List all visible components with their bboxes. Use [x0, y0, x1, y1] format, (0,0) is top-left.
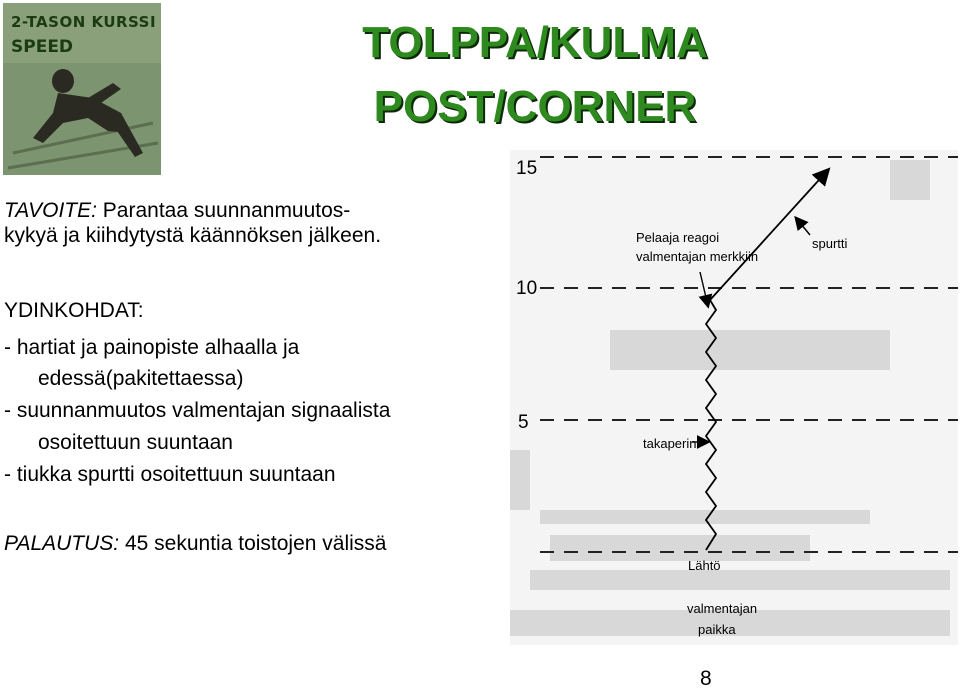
yard-number-15: 15 [516, 158, 538, 179]
goal-line1 [4, 198, 350, 223]
yard-number-5: 5 [518, 412, 529, 433]
key-point-line: - suunnanmuutos valmentajan signaalista [4, 399, 391, 422]
key-point-line: edessä(pakitettaessa) [38, 367, 244, 390]
drill-diagram [510, 150, 958, 645]
coach-position-label: paikka [698, 622, 736, 637]
page-title: TOLPPA/KULMA [362, 18, 708, 67]
key-point-line: osoitettuun suuntaan [38, 431, 233, 454]
goal-text: Parantaa suunnanmuutos- [96, 199, 351, 222]
sprint-callout-arrow [796, 218, 810, 235]
logo-speed: SPEED [11, 37, 74, 57]
player-reacts-label: Pelaaja reagoi [636, 230, 720, 245]
backpedal-label: takaperin [643, 436, 697, 451]
reaction-callout-arrow [700, 272, 708, 306]
course-logo [3, 3, 161, 175]
logo-course-level: 2-TASON KURSSI [11, 13, 157, 31]
sprint-path [710, 170, 828, 300]
background-texture [510, 160, 950, 636]
key-point-line: - hartiat ja painopiste alhaalla ja [4, 336, 300, 359]
sprint-label: spurtti [812, 236, 848, 251]
yard-number-10: 10 [516, 278, 538, 299]
goal-label: TAVOITE: [4, 199, 97, 222]
goal-line2: kykyä ja kiihdytystä käännöksen jälkeen. [4, 224, 382, 247]
page-subtitle: POST/CORNER [373, 82, 697, 131]
start-label: Lähtö [688, 558, 721, 573]
recovery-line [4, 531, 386, 556]
player-reacts-label: valmentajan merkkiin [636, 249, 759, 264]
recovery-label: PALAUTUS: [4, 532, 120, 555]
key-points-heading: YDINKOHDAT: [4, 299, 144, 322]
key-point-line: - tiukka spurtti osoitettuun suuntaan [4, 463, 336, 486]
recovery-text: 45 sekuntia toistojen välissä [119, 532, 387, 555]
page-number: 8 [700, 667, 712, 690]
coach-position-label: valmentajan [687, 601, 758, 616]
